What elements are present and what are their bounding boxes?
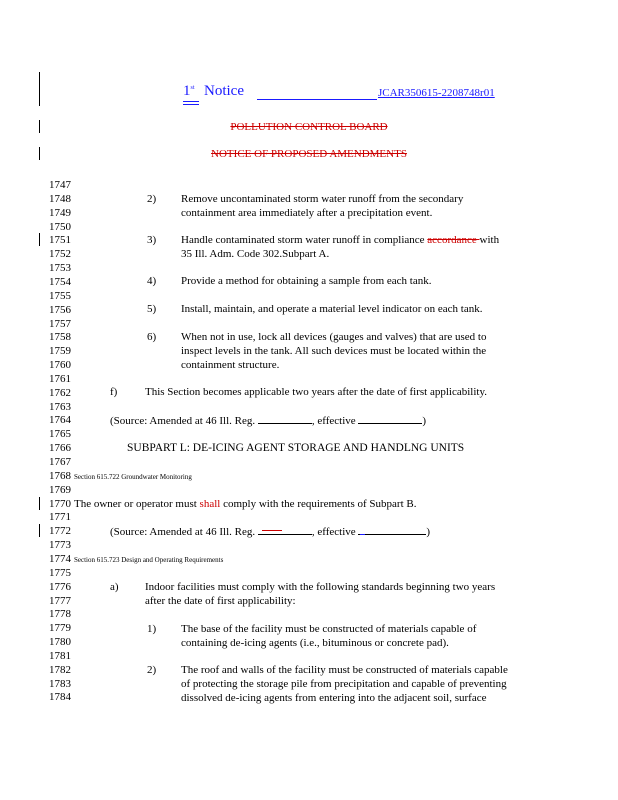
jcar-id: JCAR350615-2208748r01 — [378, 87, 495, 99]
line-number: 1757 — [49, 317, 71, 330]
line-number: 1778 — [49, 608, 71, 621]
notice-label: Notice — [204, 83, 244, 99]
line-number: 1774 — [49, 553, 71, 565]
line-number: 1766 — [49, 442, 71, 455]
item-number: 3) — [147, 234, 157, 246]
line-number: 1768 — [49, 469, 71, 482]
item-text: inspect levels in the tank. All such devices must be located within the — [181, 345, 487, 357]
line-number: 1765 — [49, 428, 71, 441]
section-heading: Section 615.722 Groundwater Monitoring — [74, 473, 192, 481]
agency-name: POLLUTION CONTROL BOARD — [230, 121, 388, 133]
notice-underline — [183, 101, 199, 102]
item-text: Indoor facilities must comply with the following standards beginning two years — [145, 581, 496, 593]
item-number: 2) — [147, 193, 157, 205]
item-number: 4) — [147, 275, 157, 287]
line-number: 1783 — [49, 677, 71, 690]
blank-field — [258, 524, 312, 535]
blank-field — [358, 524, 426, 535]
line-number: 1759 — [49, 345, 71, 358]
line-number: 1750 — [49, 220, 71, 233]
line-number: 1760 — [49, 359, 71, 371]
item-number: 1) — [147, 623, 157, 635]
blank-field — [358, 413, 422, 424]
item-number: 5) — [147, 303, 157, 315]
notice-rule — [257, 99, 377, 100]
deleted-text: accordance — [427, 234, 480, 246]
line-number: 1747 — [49, 179, 71, 191]
line-number: 1773 — [49, 539, 71, 552]
source-note: (Source: Amended at 46 Ill. Reg. , effective ) — [110, 415, 427, 427]
line-number: 1782 — [49, 663, 71, 676]
item-text: The roof and walls of the facility must be constructed of materials capable — [181, 664, 508, 676]
line-number: 1784 — [49, 691, 71, 704]
line-number: 1770 — [49, 497, 71, 510]
item-text: containing de-icing agents (i.e., bituminous or concrete pad). — [181, 637, 449, 649]
notice-number: 1st — [183, 83, 195, 99]
item-text: of protecting the storage pile from precipitation and capable of preventing — [181, 678, 507, 690]
item-number: 6) — [147, 331, 157, 343]
line-number: 1751 — [49, 234, 71, 247]
line-number: 1754 — [49, 275, 71, 288]
item-number: 2) — [147, 664, 157, 676]
line-number: 1775 — [49, 566, 71, 579]
notice-title: NOTICE OF PROPOSED AMENDMENTS — [211, 148, 407, 160]
item-text: Remove uncontaminated storm water runoff from the secondary — [181, 193, 464, 205]
change-bar — [39, 497, 40, 510]
line-number: 1776 — [49, 580, 71, 593]
body-text: The owner or operator must shall comply with the requirements of Subpart B. — [74, 498, 417, 510]
blank-field — [258, 413, 312, 424]
item-text: containment structure. — [181, 359, 280, 371]
change-bar — [39, 524, 40, 537]
item-text: Install, maintain, and operate a material level indicator on each tank. — [181, 303, 483, 315]
line-number: 1749 — [49, 206, 71, 219]
line-number: 1769 — [49, 483, 71, 496]
item-text: Handle contaminated storm water runoff in compliance accordance with — [181, 234, 500, 246]
item-text: This Section becomes applicable two years after the date of first applicability. — [145, 386, 487, 398]
line-number: 1772 — [49, 525, 71, 538]
inserted-text: shall — [199, 498, 221, 510]
notice-superscript: st — [190, 85, 195, 91]
line-number: 1752 — [49, 248, 71, 261]
line-number: 1763 — [49, 400, 71, 413]
line-number: 1767 — [49, 456, 71, 468]
item-text: The base of the facility must be constructed of materials capable of — [181, 623, 477, 635]
subpart-heading: SUBPART L: DE-ICING AGENT STORAGE AND HANDLNG UNITS — [127, 442, 465, 454]
line-number: 1762 — [49, 386, 71, 399]
line-number: 1758 — [49, 331, 71, 344]
line-number: 1764 — [49, 414, 71, 427]
line-number: 1777 — [49, 594, 71, 607]
source-note: (Source: Amended at 46 Ill. Reg. , effective ) — [110, 526, 431, 538]
item-text: When not in use, lock all devices (gauges and valves) that are used to — [181, 331, 487, 343]
notice-underline — [183, 104, 199, 105]
item-text: Provide a method for obtaining a sample from each tank. — [181, 275, 432, 287]
line-number: 1761 — [49, 372, 71, 385]
line-number: 1756 — [49, 303, 71, 316]
item-text: after the date of first applicability: — [145, 595, 296, 607]
line-number: 1780 — [49, 636, 71, 648]
line-number: 1753 — [49, 262, 71, 275]
item-text: 35 Ill. Adm. Code 302.Subpart A. — [181, 248, 330, 260]
line-number: 1748 — [49, 192, 71, 205]
line-number: 1781 — [49, 649, 71, 662]
section-heading: Section 615.723 Design and Operating Requirements — [74, 556, 224, 564]
line-number: 1755 — [49, 289, 71, 302]
change-bar — [39, 72, 40, 106]
item-number: f) — [110, 386, 118, 398]
change-bar — [39, 233, 40, 246]
line-number: 1771 — [49, 511, 71, 524]
item-number: a) — [110, 581, 119, 593]
item-text: containment area immediately after a precipitation event. — [181, 207, 433, 219]
line-number: 1779 — [49, 622, 71, 635]
item-text: dissolved de-icing agents from entering into the adjacent soil, surface — [181, 692, 487, 704]
